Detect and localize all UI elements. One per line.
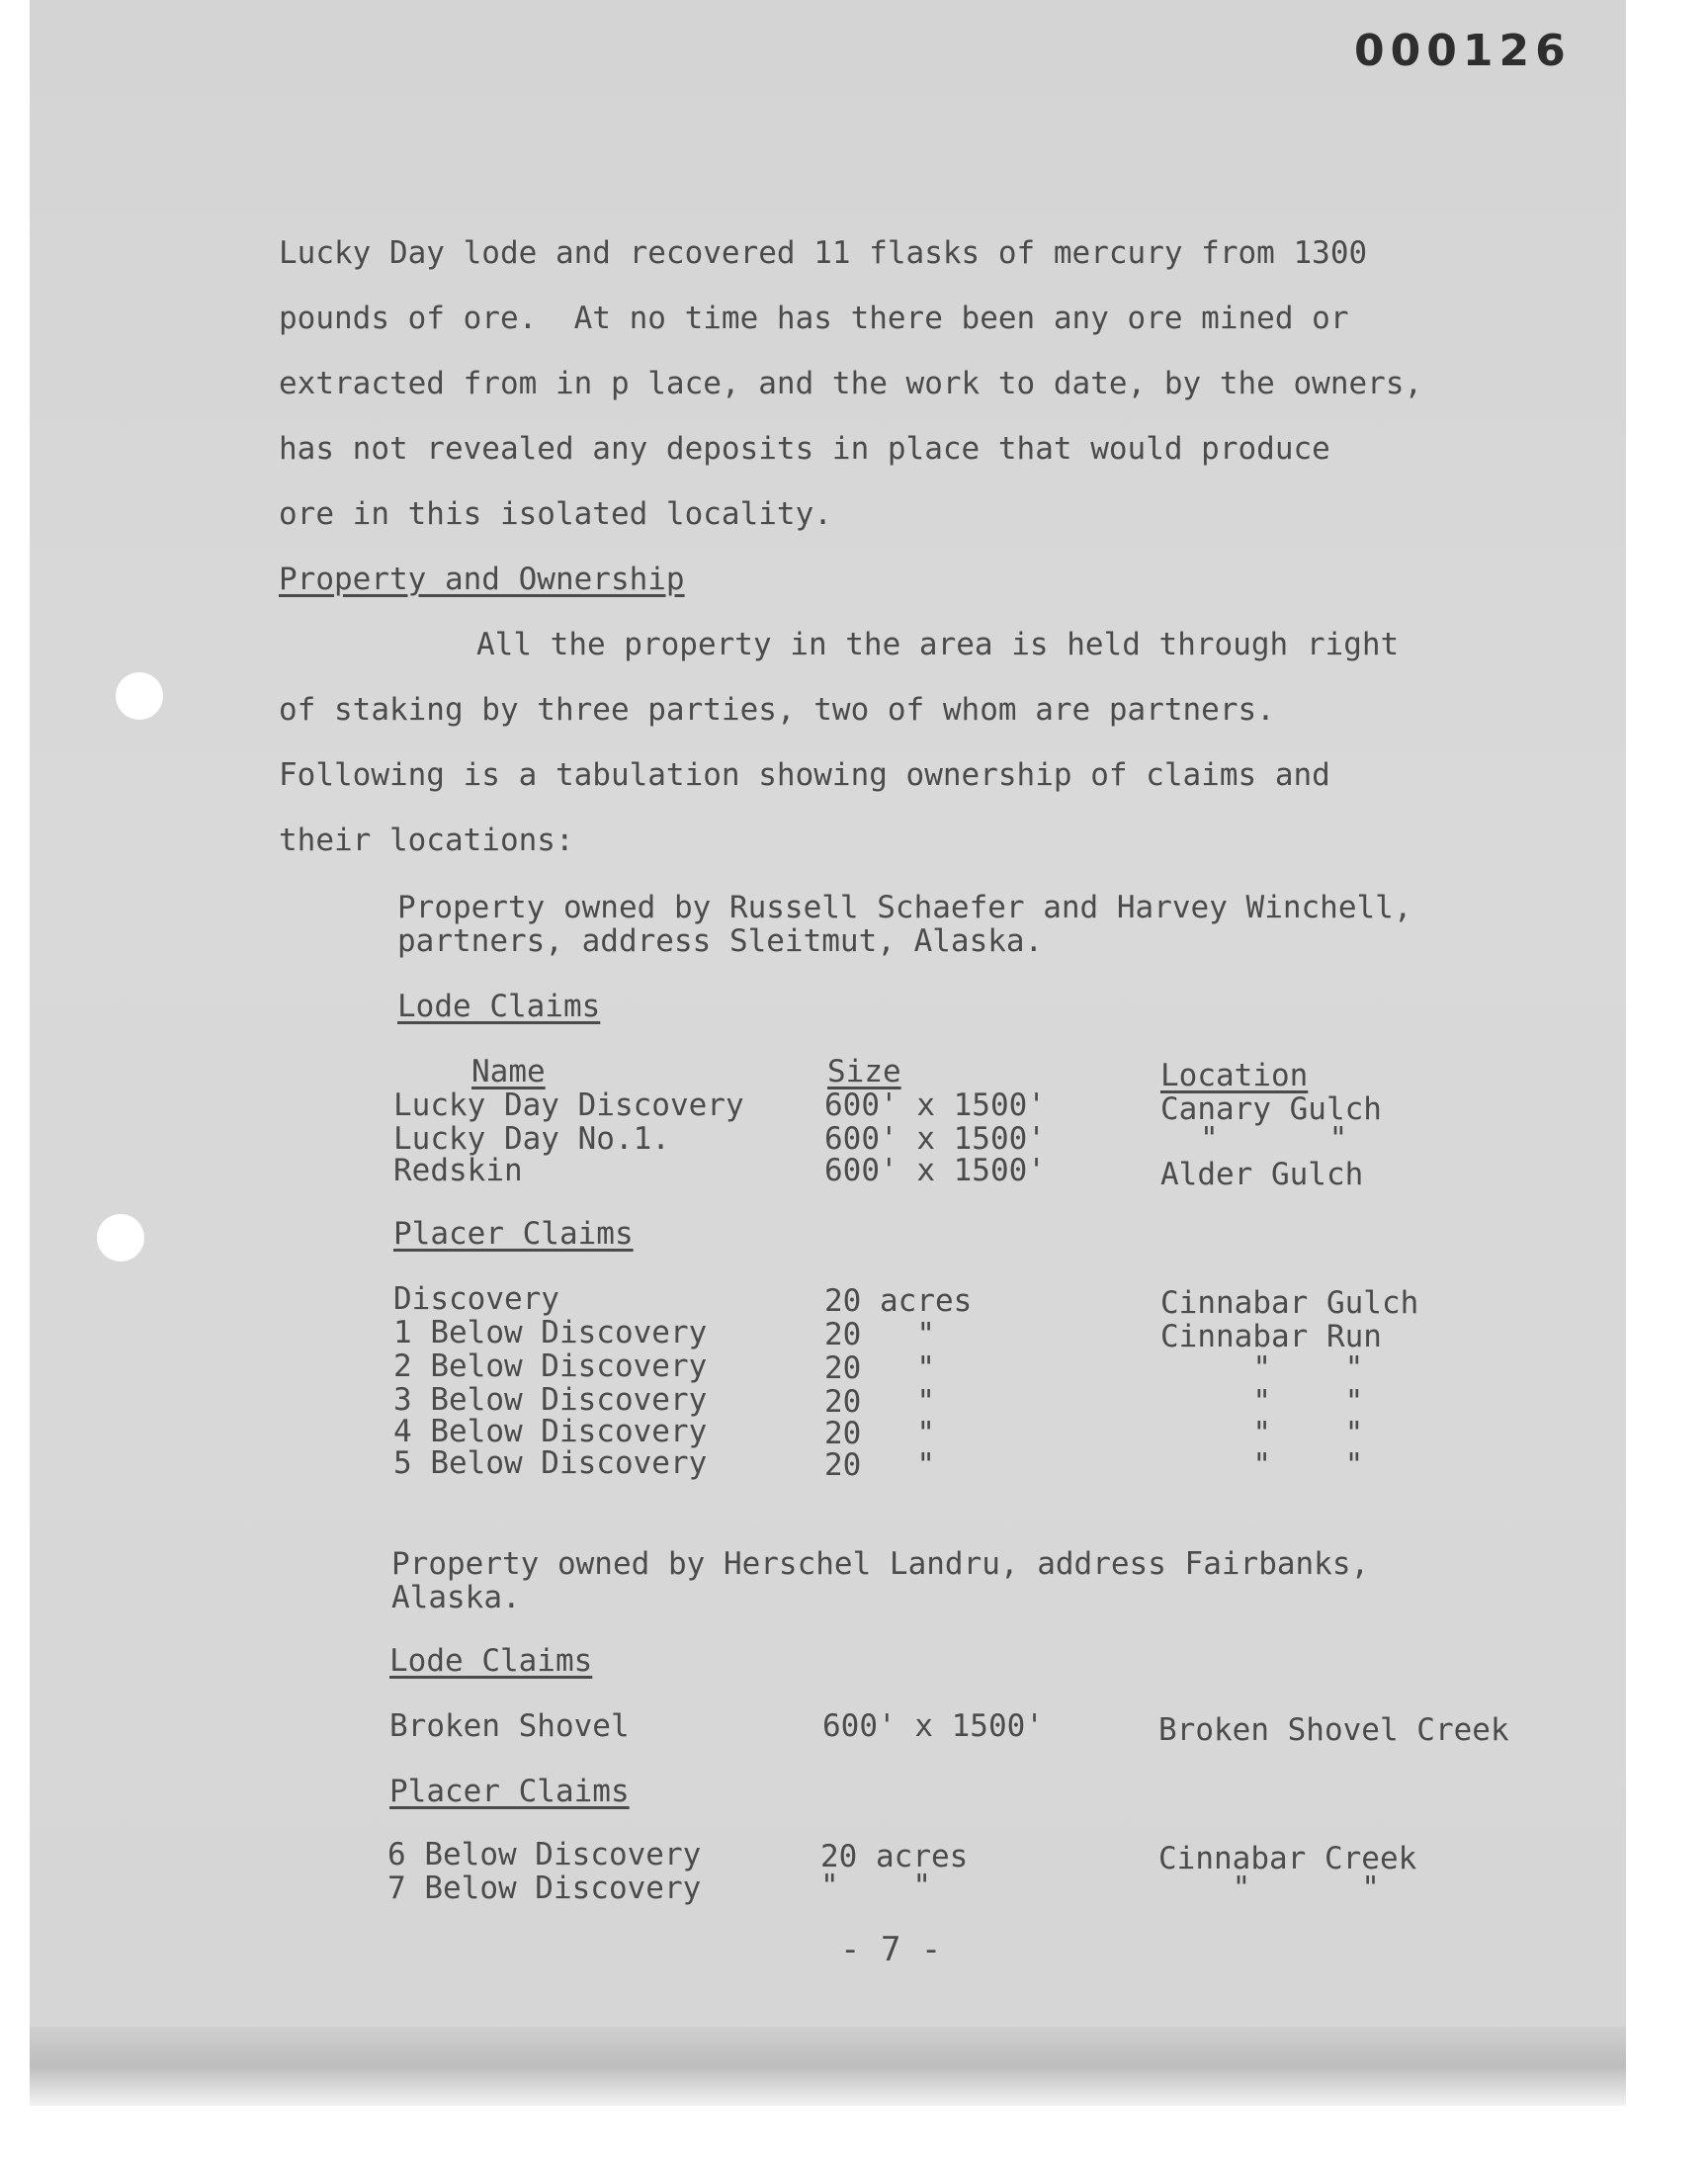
claim-name: 1 Below Discovery xyxy=(393,1315,708,1350)
intro-line: ore in this isolated locality. xyxy=(279,496,832,532)
claim-location: Alder Gulch xyxy=(1160,1157,1364,1192)
paragraph-line: their locations: xyxy=(279,823,574,858)
claim-size: " " xyxy=(820,1869,931,1904)
claim-size: 20 " xyxy=(824,1416,935,1451)
claim-location: " " xyxy=(1200,1121,1348,1157)
claim-size: 20 " xyxy=(824,1350,935,1386)
claim-size: 20 " xyxy=(824,1384,935,1420)
claim-location: Cinnabar Run xyxy=(1160,1319,1382,1354)
claim-name: Discovery xyxy=(393,1281,559,1317)
claim-size: 600' x 1500' xyxy=(824,1121,1046,1157)
page-number: - 7 - xyxy=(840,1930,942,1969)
paragraph-line: All the property in the area is held through right xyxy=(476,627,1400,662)
punch-hole xyxy=(116,672,163,720)
placer-claims-heading: Placer Claims xyxy=(389,1774,630,1809)
placer-claims-heading: Placer Claims xyxy=(393,1216,634,1252)
claim-location: " " xyxy=(1158,1870,1380,1906)
claim-size: 20 " xyxy=(824,1447,935,1483)
claim-size: 600' x 1500' xyxy=(824,1088,1046,1123)
claim-location: " " xyxy=(1160,1384,1364,1420)
claim-size: 20 acres xyxy=(820,1839,969,1874)
owner-line: Property owned by Herschel Landru, address Fairbanks, xyxy=(391,1546,1370,1582)
claim-location: " " xyxy=(1160,1350,1364,1386)
document-number: 000126 xyxy=(1354,26,1572,76)
lode-claims-heading: Lode Claims xyxy=(397,989,601,1024)
claim-name: 3 Below Discovery xyxy=(393,1382,708,1418)
column-header-size: Size xyxy=(827,1054,901,1089)
claim-name: 6 Below Discovery xyxy=(387,1837,702,1872)
column-header-location: Location xyxy=(1160,1058,1309,1093)
claim-location: " " xyxy=(1160,1416,1364,1451)
claim-name: 7 Below Discovery xyxy=(387,1870,702,1906)
intro-line: pounds of ore. At no time has there been any ore mined or xyxy=(279,301,1349,336)
claim-size: 600' x 1500' xyxy=(824,1153,1046,1188)
owner-line: Alaska. xyxy=(391,1580,521,1615)
claim-name: Lucky Day Discovery xyxy=(393,1088,744,1123)
claim-name: 2 Below Discovery xyxy=(393,1348,708,1384)
owner-line: Property owned by Russell Schaefer and Harvey Winchell, xyxy=(397,890,1412,925)
intro-line: Lucky Day lode and recovered 11 flasks of mercury from 1300 xyxy=(279,235,1368,271)
page-bottom-edge xyxy=(30,2027,1626,2106)
intro-line: has not revealed any deposits in place that would produce xyxy=(279,431,1330,467)
claim-location: Cinnabar Gulch xyxy=(1160,1285,1419,1321)
claim-location: Cinnabar Creek xyxy=(1158,1841,1417,1876)
lode-claims-heading: Lode Claims xyxy=(389,1643,593,1679)
paragraph-line: Following is a tabulation showing ownership of claims and xyxy=(279,757,1330,793)
claim-size: 20 acres xyxy=(824,1283,973,1319)
owner-line: partners, address Sleitmut, Alaska. xyxy=(397,923,1044,959)
claim-size: 600' x 1500' xyxy=(822,1708,1044,1744)
column-header-name: Name xyxy=(471,1054,546,1089)
claim-name: 4 Below Discovery xyxy=(393,1414,708,1449)
claim-name: 5 Below Discovery xyxy=(393,1445,708,1481)
punch-hole xyxy=(97,1214,144,1262)
claim-name: Lucky Day No.1. xyxy=(393,1121,670,1157)
claim-location: Broken Shovel Creek xyxy=(1158,1712,1509,1748)
claim-name: Broken Shovel xyxy=(389,1708,630,1744)
claim-location: " " xyxy=(1160,1447,1364,1483)
claim-size: 20 " xyxy=(824,1317,935,1352)
paragraph-line: of staking by three parties, two of whom are partners. xyxy=(279,692,1275,728)
section-heading: Property and Ownership xyxy=(279,562,685,597)
claim-location: Canary Gulch xyxy=(1160,1091,1382,1127)
claim-name: Redskin xyxy=(393,1153,523,1188)
intro-line: extracted from in p lace, and the work to date, by the owners, xyxy=(279,366,1423,401)
